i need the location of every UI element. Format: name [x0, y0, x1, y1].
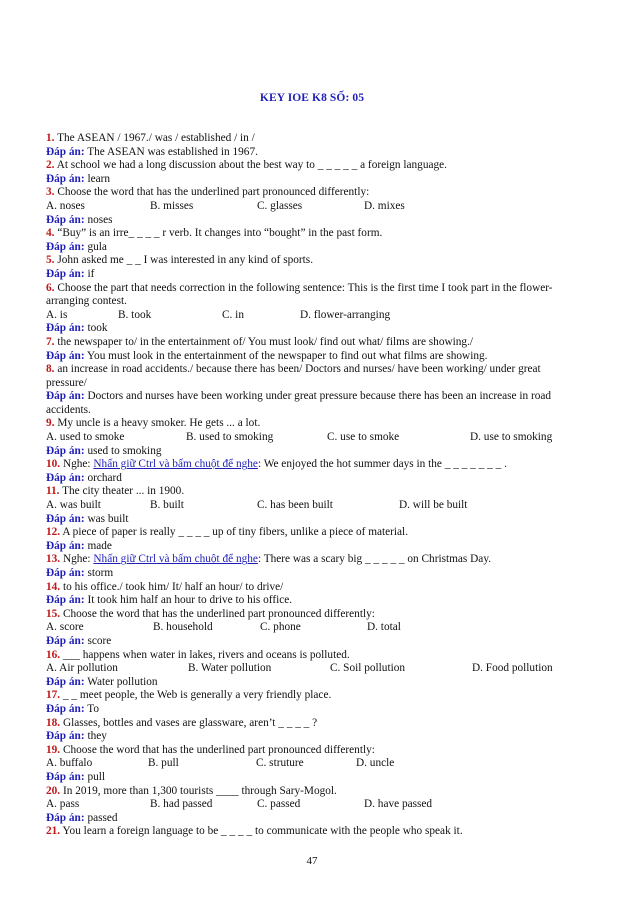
answer-label: Đáp án: [46, 267, 85, 280]
answer-value: gula [87, 240, 107, 253]
question-number: 13. [46, 553, 61, 566]
options-row [46, 309, 578, 323]
answer-line [46, 268, 578, 282]
question-item [46, 689, 578, 716]
question-number: 6. [46, 281, 55, 294]
answer-line [46, 390, 578, 417]
question-list [46, 132, 578, 839]
question-body: : We enjoyed the hot summer days in the _ _ _ _ _ _ _ . [257, 458, 507, 471]
answer-option: D. flower-arranging [300, 308, 391, 321]
answer-option: D. use to smoking [470, 431, 553, 444]
question-number: 11. [46, 485, 60, 498]
answer-line [46, 594, 578, 608]
question-number: 17. [46, 689, 61, 702]
question-body: : There was a scary big _ _ _ _ _ on Christmas Day. [257, 553, 492, 566]
answer-label: Đáp án: [46, 634, 85, 647]
question-text [46, 336, 578, 350]
question-item [46, 608, 578, 649]
question-text [46, 717, 578, 731]
question-number: 19. [46, 743, 61, 756]
answer-label: Đáp án: [46, 702, 85, 715]
options-row [46, 757, 578, 771]
question-prefix: Nghe: [62, 553, 94, 566]
answer-option: C. struture [256, 757, 304, 770]
answer-label: Đáp án: [46, 240, 85, 253]
answer-option: B. built [150, 499, 184, 512]
answer-option: D. Food pollution [472, 662, 553, 675]
answer-option: A. pass [46, 798, 80, 811]
question-body: My uncle is a heavy smoker. He gets ... a lot. [57, 417, 261, 430]
answer-value: noses [87, 213, 113, 226]
question-body: Choose the word that has the underlined part pronounced differently: [62, 743, 375, 756]
answer-option: C. passed [257, 798, 301, 811]
question-body: In 2019, more than 1,300 tourists ____ through Sary-Mogol. [62, 784, 337, 797]
question-text [46, 186, 578, 200]
question-item [46, 458, 578, 485]
answer-option: D. have passed [364, 798, 433, 811]
answer-option: D. will be built [399, 499, 468, 512]
answer-option: D. total [367, 621, 401, 634]
options-row [46, 200, 578, 214]
question-item [46, 744, 578, 785]
options-row [46, 621, 578, 635]
answer-label: Đáp án: [46, 730, 85, 743]
audio-link[interactable]: Nhấn giữ Ctrl và bấm chuột để nghe [93, 553, 258, 566]
answer-value: To [87, 702, 99, 715]
answer-label: Đáp án: [46, 594, 85, 607]
answer-value: if [87, 267, 95, 280]
audio-link[interactable]: Nhấn giữ Ctrl và bấm chuột để nghe [93, 458, 258, 471]
question-text [46, 458, 578, 472]
answer-option: B. misses [150, 199, 194, 212]
answer-label: Đáp án: [46, 811, 85, 824]
answer-line [46, 472, 578, 486]
question-number: 21. [46, 825, 61, 838]
question-item [46, 581, 578, 608]
answer-option: B. took [118, 308, 152, 321]
answer-line [46, 812, 578, 826]
question-text [46, 485, 578, 499]
question-body: _ _ meet people, the Web is generally a very friendly place. [62, 689, 332, 702]
answer-line [46, 513, 578, 527]
question-text [46, 581, 578, 595]
answer-line [46, 322, 578, 336]
answer-option: B. pull [148, 757, 179, 770]
question-text [46, 744, 578, 758]
answer-label: Đáp án: [46, 322, 85, 335]
question-text [46, 649, 578, 663]
answer-label: Đáp án: [46, 471, 85, 484]
question-body: “Buy” is an irre_ _ _ _ r verb. It changes into “bought” in the past form. [57, 227, 383, 240]
answer-line [46, 146, 578, 160]
question-body: to his office./ took him/ It/ half an hour/ to drive/ [62, 580, 284, 593]
question-item [46, 363, 578, 417]
answer-label: Đáp án: [46, 172, 85, 185]
question-number: 4. [46, 227, 55, 240]
question-body: Choose the word that has the underlined part pronounced differently: [62, 607, 375, 620]
question-text [46, 254, 578, 268]
answer-value: learn [87, 172, 111, 185]
answer-value: score [87, 634, 112, 647]
answer-value: orchard [87, 471, 122, 484]
question-item [46, 254, 578, 281]
answer-line [46, 241, 578, 255]
answer-line [46, 173, 578, 187]
answer-label: Đáp án: [46, 444, 85, 457]
question-item [46, 336, 578, 363]
answer-line [46, 635, 578, 649]
answer-option: C. use to smoke [327, 431, 400, 444]
answer-line [46, 350, 578, 364]
question-number: 16. [46, 648, 61, 661]
answer-option: B. used to smoking [186, 431, 274, 444]
answer-value: took [87, 322, 108, 335]
answer-value: The ASEAN was established in 1967. [87, 145, 258, 158]
question-item [46, 227, 578, 254]
question-item [46, 553, 578, 580]
question-body: John asked me _ _ I was interested in any kind of sports. [57, 254, 314, 267]
question-item [46, 132, 578, 159]
question-item [46, 417, 578, 458]
answer-option: B. household [153, 621, 213, 634]
question-item [46, 649, 578, 690]
question-item [46, 159, 578, 186]
question-number: 12. [46, 526, 61, 539]
question-number: 5. [46, 254, 55, 267]
answer-line [46, 771, 578, 785]
answer-value: storm [87, 567, 114, 579]
answer-option: A. noses [46, 199, 85, 212]
question-body: A piece of paper is really _ _ _ _ up of tiny fibers, unlike a piece of material. [62, 526, 409, 539]
answer-option: B. Water pollution [188, 662, 272, 675]
answer-option: A. is [46, 308, 68, 321]
answer-option: C. Soil pollution [330, 662, 406, 675]
answer-option: A. was built [46, 499, 101, 512]
answer-option: C. in [222, 308, 244, 321]
question-text [46, 132, 578, 146]
answer-label: Đáp án: [46, 539, 85, 552]
question-body: Glasses, bottles and vases are glassware, aren’t _ _ _ _ ? [62, 716, 318, 729]
answer-option: A. Air pollution [46, 662, 118, 675]
question-text [46, 553, 578, 567]
question-text [46, 526, 578, 540]
answer-value: passed [87, 811, 118, 824]
page-number: 47 [306, 854, 318, 867]
answer-value: was built [87, 512, 129, 525]
options-row [46, 662, 578, 676]
question-number: 15. [46, 607, 61, 620]
question-item [46, 282, 578, 336]
question-text [46, 363, 578, 390]
question-number: 8. [46, 363, 55, 376]
answer-line [46, 445, 578, 459]
question-text [46, 785, 578, 799]
question-body: The city theater ... in 1900. [62, 485, 185, 498]
answer-label: Đáp án: [46, 567, 85, 579]
question-item [46, 186, 578, 227]
question-body: Choose the word that has the underlined part pronounced differently: [57, 186, 370, 199]
question-body: the newspaper to/ in the entertainment of/ You must look/ find out what/ films are showing./ [57, 335, 474, 348]
answer-label: Đáp án: [46, 349, 85, 362]
answer-option: C. phone [260, 621, 301, 634]
question-number: 3. [46, 186, 55, 199]
options-row [46, 431, 578, 445]
answer-value: Doctors and nurses have been working under great pressure because there has been an increase in road accidents. [46, 390, 552, 416]
answer-option: C. has been built [257, 499, 333, 512]
question-text [46, 417, 578, 431]
question-prefix: Nghe: [62, 458, 94, 471]
options-row [46, 499, 578, 513]
question-item [46, 785, 578, 826]
question-text [46, 227, 578, 241]
question-number: 14. [46, 580, 61, 593]
answer-label: Đáp án: [46, 145, 85, 158]
question-text [46, 159, 578, 173]
answer-line [46, 730, 578, 744]
answer-option: A. score [46, 621, 84, 634]
answer-label: Đáp án: [46, 770, 85, 783]
question-number: 20. [46, 784, 61, 797]
question-item [46, 825, 578, 839]
question-text [46, 608, 578, 622]
answer-line [46, 540, 578, 554]
question-text [46, 689, 578, 703]
answer-option: A. used to smoke [46, 431, 125, 444]
answer-label: Đáp án: [46, 512, 85, 525]
question-number: 10. [46, 458, 61, 471]
answer-value: made [87, 539, 112, 552]
question-number: 7. [46, 335, 55, 348]
answer-label: Đáp án: [46, 213, 85, 226]
question-number: 2. [46, 159, 55, 172]
question-body: ___ happens when water in lakes, rivers and oceans is polluted. [62, 648, 350, 661]
answer-value: used to smoking [87, 444, 162, 457]
question-text [46, 282, 578, 309]
question-body: Choose the part that needs correction in the following sentence: This is the first time I took part in the flower-arranging contest. [46, 281, 553, 308]
question-text [46, 825, 578, 839]
question-body: You learn a foreign language to be _ _ _ _ to communicate with the people who speak it. [62, 825, 463, 838]
answer-option: A. buffalo [46, 757, 93, 770]
question-body: At school we had a long discussion about the best way to _ _ _ _ _ a foreign language. [56, 159, 447, 172]
answer-value: It took him half an hour to drive to his office. [87, 594, 293, 607]
answer-line [46, 703, 578, 717]
answer-line [46, 676, 578, 690]
question-item [46, 526, 578, 553]
answer-line [46, 214, 578, 228]
answer-value: Water pollution [87, 675, 158, 688]
answer-label: Đáp án: [46, 675, 85, 688]
options-row [46, 798, 578, 812]
answer-option: C. glasses [257, 199, 303, 212]
answer-option: D. mixes [364, 199, 405, 212]
answer-option: D. uncle [356, 757, 395, 770]
answer-option: B. had passed [150, 798, 213, 811]
question-number: 9. [46, 417, 55, 430]
question-item [46, 485, 578, 526]
question-number: 18. [46, 716, 61, 729]
answer-value: You must look in the entertainment of the newspaper to find out what films are showing. [87, 349, 488, 362]
question-item [46, 717, 578, 744]
question-body: The ASEAN / 1967./ was / established / in / [57, 132, 255, 144]
answer-value: pull [87, 770, 106, 783]
question-number: 1. [46, 132, 55, 144]
answer-value: they [87, 730, 107, 743]
answer-label: Đáp án: [46, 390, 85, 403]
question-body: an increase in road accidents./ because there has been/ Doctors and nurses/ have been working/ under great pressure/ [46, 363, 541, 389]
document-title: KEY IOE K8 SỐ: 05 [259, 92, 365, 104]
answer-line [46, 567, 578, 581]
